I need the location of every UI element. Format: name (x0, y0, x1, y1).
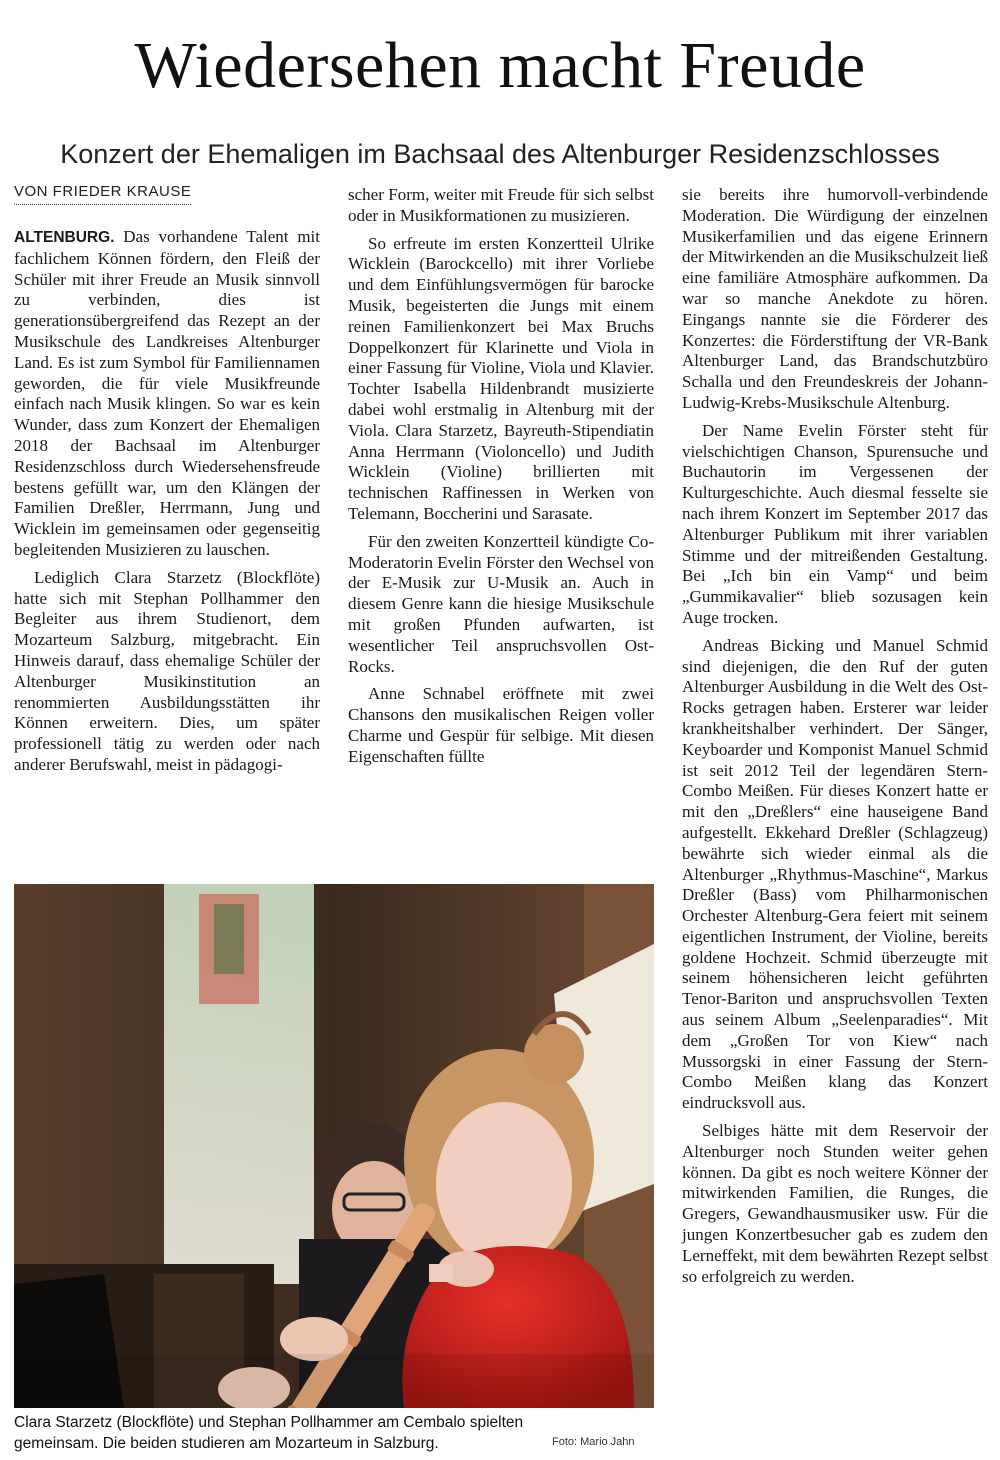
paragraph: scher Form, weiter mit Freude für sich selbst oder in Musikformationen zu musizieren. (348, 185, 654, 225)
photo-caption: Clara Starzetz (Blockflöte) und Stephan Pollhammer am Cembalo spielten gemeinsam. Die beiden studieren am Mozarteum in Salzburg. (14, 1414, 524, 1452)
article-column-2 (348, 185, 654, 775)
paragraph: Andreas Bicking und Manuel Schmid sind diejenigen, die den Ruf der guten Altenburger Ausbildung in die Welt des Ost-Rocks getragen haben. Ersterer war leider krankheitshalber verhindert. Der Sänger, Keyboarder und Komponist Manuel Schmid ist seit 2012 Teil der legendären Stern-Combo Meißen. Für dieses Konzert hatte er mit den „Dreßlers“ eine hauseigene Band aufgestellt. Ekkehard Dreßler (Schlagzeug) bewährte sich wieder einmal als die Altenburger „Rhythmus-Maschine“, Markus Dreßler (Bass) vom Philharmonischen Orchester Altenburg-Gera feiert mit seinem eigentlichen Instrument, der Violine, bereits goldene Hochzeit. Schmid überzeugte mit seinem höhensicheren leicht geführten Tenor-Bariton und anspruchsvollen Texten aus seinem Album „Seelenparadies“. Mit dem „Großen Tor von Kiew“ nach Mussorgski in einer Fassung der Stern-Combo Meißen klang das Konzert eindrucksvoll aus. (682, 635, 988, 1113)
paragraph: Lediglich Clara Starzetz (Blockflöte) hatte sich mit Stephan Pollhammer den Begleiter aus ihrem Studienort, dem Mozarteum Salzburg, mitgebracht. Ein Hinweis darauf, dass ehemalige Schüler der Altenburger Musikinstitution an renommierten Ausbildungsstätten ihr Können erweitern. Dies, um später professionell tätig zu werden oder nach anderer Berufswahl, meist in pädagogi- (14, 567, 320, 774)
paragraph: So erfreute im ersten Konzertteil Ulrike Wicklein (Barockcello) mit ihrer Vorliebe und dem Einfühlungsvermögen für barocke Musik, begeisterten die Jungs mit einem reinen Familienkonzert bei Max Bruchs Doppelkonzert für Klarinette und Viola in einer Fassung für Violine, Viola und Klavier. Tochter Isabella Hildenbrandt musizierte dabei wohl erstmalig in Altenburg mit der Viola. Clara Starzetz, Bayreuth-Stipendiatin Anna Herrmann (Violoncello) und Judith Wicklein (Violine) brillierten mit technischen Raffinessen in Werken von Telemann, Boccherini und Sarasate. (348, 233, 654, 523)
paragraph: Selbiges hätte mit dem Reservoir der Altenburger noch Stunden weiter gehen können. Da gibt es noch weitere Könner der mitwirkenden Familien, die Runges, die Gregers, Gewandhausmusiker usw. Für die jungen Konzertbesucher gab es zudem den Lerneffekt, mit dem bewährten Rezept selbst so erfolgreich zu werden. (682, 1121, 988, 1286)
byline: VON FRIEDER KRAUSE (14, 182, 191, 205)
dateline: ALTENBURG. (14, 229, 115, 246)
concert-photo (14, 884, 654, 1408)
headline: Wiedersehen macht Freude (134, 29, 866, 102)
photo-credit: Foto: Mario Jahn (552, 1436, 635, 1448)
paragraph: Für den zweiten Konzertteil kündigte Co-Moderatorin Evelin Förster den Wechsel von der E-Musik zur U-Musik an. Auch in diesem Genre kann die hiesige Musikschule mit großen Pfunden aufwarten, ist wesentlicher Teil anspruchsvollen Ost-Rocks. (348, 531, 654, 676)
photo-illustration (14, 884, 654, 1408)
paragraph-text: Das vorhandene Talent mit fachlichem Können fördern, den Fleiß der Schüler mit ihrer Freude an Musik sinnvoll zu verbinden, dies ist generationsübergreifend das Rezept an der Musikschule des Landkreises Altenburger Land. Es ist zum Symbol für Familiennamen geworden, die für viele Musikfreunde einfach nach Musik klingen. So war es kein Wunder, dass zum Konzert der Ehemaligen 2018 der Bachsaal im Altenburger Residenzschloss durch Wiedersehensfreude bestens gefüllt war, um den Klängen der Familien Dreßler, Herrmann, Jung und Wicklein im gemeinsamen oder gegenseitig begleitenden Musizieren zu lauschen. (14, 227, 320, 559)
paragraph (14, 227, 320, 561)
article-column-3 (682, 185, 988, 1294)
subheadline: Konzert der Ehemaligen im Bachsaal des Altenburger Residenzschlosses (60, 139, 940, 169)
article-column-1 (14, 227, 320, 783)
paragraph: Anne Schnabel eröffnete mit zwei Chansons den musikalischen Reigen voller Charme und Gespür für selbige. Mit diesen Eigenschaften füllte (348, 684, 654, 766)
paragraph: Der Name Evelin Förster steht für vielschichtigen Chanson, Spurensuche und Buchautorin im Vergessenen der Kulturgeschichte. Auch diesmal fesselte sie nach ihrem Konzert im September 2017 das Altenburger Publikum mit ihrer variablen Stimme und der mitreißenden Gestaltung. Bei „Ich bin ein Vamp“ und beim „Gummikavalier“ blieb sozusagen kein Auge trocken. (682, 420, 988, 627)
paragraph: sie bereits ihre humorvoll-verbindende Moderation. Die Würdigung der einzelnen Musikerfamilien und das eigene Erinnern der Mitwirkenden an die Musikschulzeit ließ eine familiäre Atmosphäre aufkommen. Da war so manche Anekdote zu hören. Eingangs nannte sie die Förderer des Konzertes: die Förderstiftung der VR-Bank Altenburger Land, das Brandschutzbüro Schalla und den Freundeskreis der Johann-Ludwig-Krebs-Musikschule Altenburg. (682, 185, 988, 412)
